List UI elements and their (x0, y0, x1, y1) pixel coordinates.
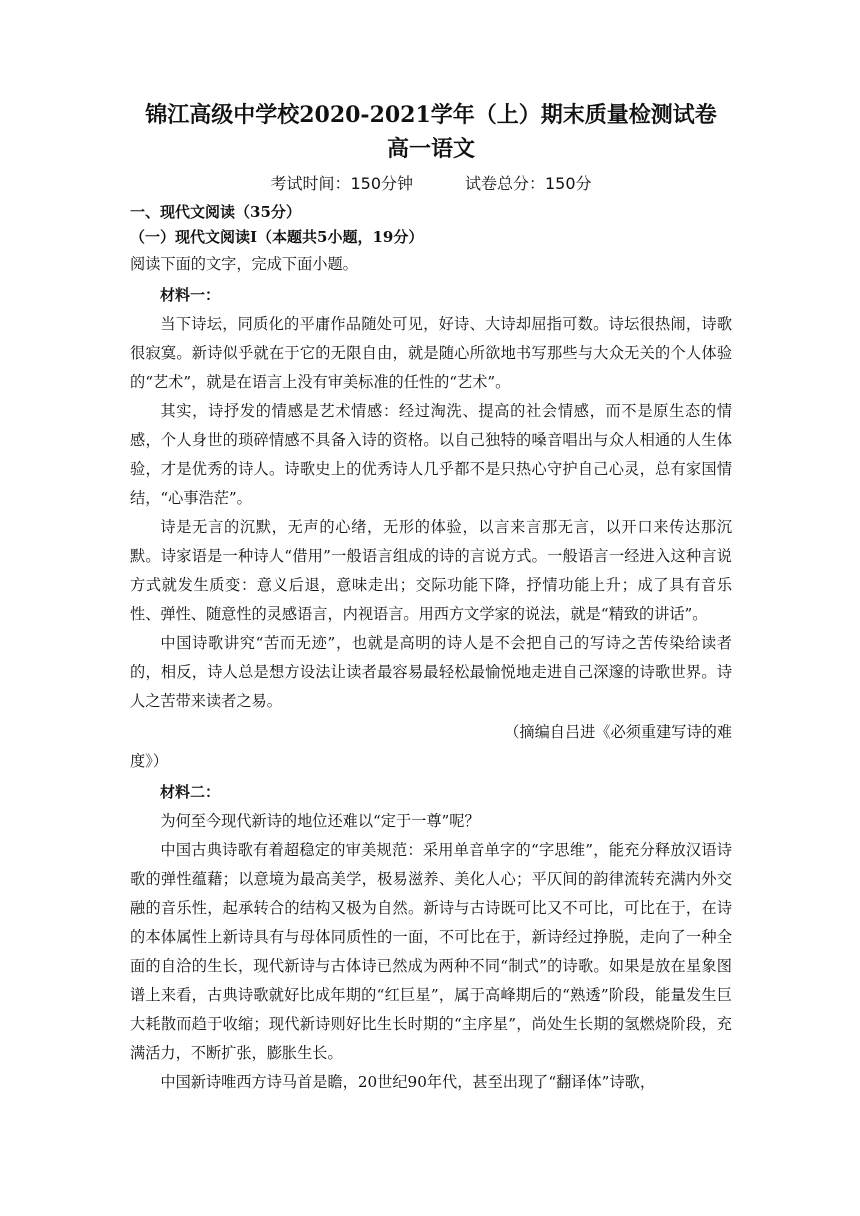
reading-instruction: 阅读下面的文字，完成下面小题。 (130, 255, 358, 273)
material-one-paragraph: 当下诗坛，同质化的平庸作品随处可见，好诗、大诗却屈指可数。诗坛很热闹，诗歌很寂寞。新诗似乎就在于它的无限自由，就是随心所欲地书写那些与大众无关的个人体验的“艺术”，就是在语言上没有审美标准的任性的“艺术”。 (130, 315, 732, 391)
material-one-paragraph: 中国诗歌讲究“苦而无迹”，也就是高明的诗人是不会把自己的写诗之苦传染给读者的，相反，诗人总是想方设法让读者最容易最轻松最愉悦地走进自己深邃的诗歌世界。诗人之苦带来读者之易。 (130, 634, 732, 710)
section-heading: 一、现代文阅读（35分） (130, 203, 301, 221)
material-one-source: （摘编自吕进《必须重建写诗的难 (504, 723, 732, 741)
material-one-paragraph: 诗是无言的沉默，无声的心绪，无形的体验，以言来言那无言，以开口来传达那沉默。诗家语是一种诗人“借用”一般语言组成的诗的言说方式。一般语言一经进入这种言说方式就发生质变：意义后退，意味走出；交际功能下降，抒情功能上升；成了具有音乐性、弹性、随意性的灵感语言，内视语言。用西方文学家的说法，就是“精致的讲话”。 (130, 518, 732, 623)
sub-section-heading: （一）现代文阅读Ⅰ（本题共5小题，19分） (130, 228, 424, 246)
exam-title: 锦江高级中学校2020-2021学年（上）期末质量检测试卷 (145, 102, 717, 128)
material-one-label: 材料一： (160, 286, 221, 304)
material-two-paragraph: 中国古典诗歌有着超稳定的审美规范：采用单音单字的“字思维”，能充分释放汉语诗歌的弹性蕴藉；以意境为最高美学，极易滋养、美化人心；平仄间的韵律流转充满内外交融的音乐性，起承转合的结构又极为自然。新诗与古诗既可比又不可比，可比在于，在诗的本体属性上新诗具有与母体同质性的一面，不可比在于，新诗经过挣脱，走向了一种全面的自洽的生长，现代新诗与古体诗已然成为两种不同“制式”的诗歌。如果是放在星象图谱上来看，古典诗歌就好比成年期的“红巨星”，属于高峰期后的“熟透”阶段，能量发生巨大耗散而趋于收缩；现代新诗则好比生长时期的“主序星”，尚处生长期的氢燃烧阶段，充满活力，不断扩张，膨胀生长。 (130, 841, 732, 1062)
exam-info (130, 170, 732, 198)
exam-subtitle: 高一语文 (386, 136, 475, 162)
total-score: 试卷总分：150分 (465, 174, 592, 193)
material-one-paragraph: 其实，诗抒发的情感是艺术情感：经过淘洗、提高的社会情感，而不是原生态的情感，个人身世的琐碎情感不具备入诗的资格。以自己独特的嗓音唱出与众人相通的人生体验，才是优秀的诗人。诗歌史上的优秀诗人几乎都不是只热心守护自己心灵，总有家国情结，“心事浩茫”。 (130, 402, 732, 507)
material-one-source-tail: 度》） (130, 752, 168, 770)
material-two-paragraph: 为何至今现代新诗的地位还难以“定于一尊”呢？ (160, 812, 480, 830)
exam-time: 考试时间：150分钟 (270, 174, 413, 193)
material-two-paragraph: 中国新诗唯西方诗马首是瞻，20世纪90年代，甚至出现了“翻译体”诗歌， (160, 1073, 656, 1091)
material-two-label: 材料二： (160, 783, 221, 801)
